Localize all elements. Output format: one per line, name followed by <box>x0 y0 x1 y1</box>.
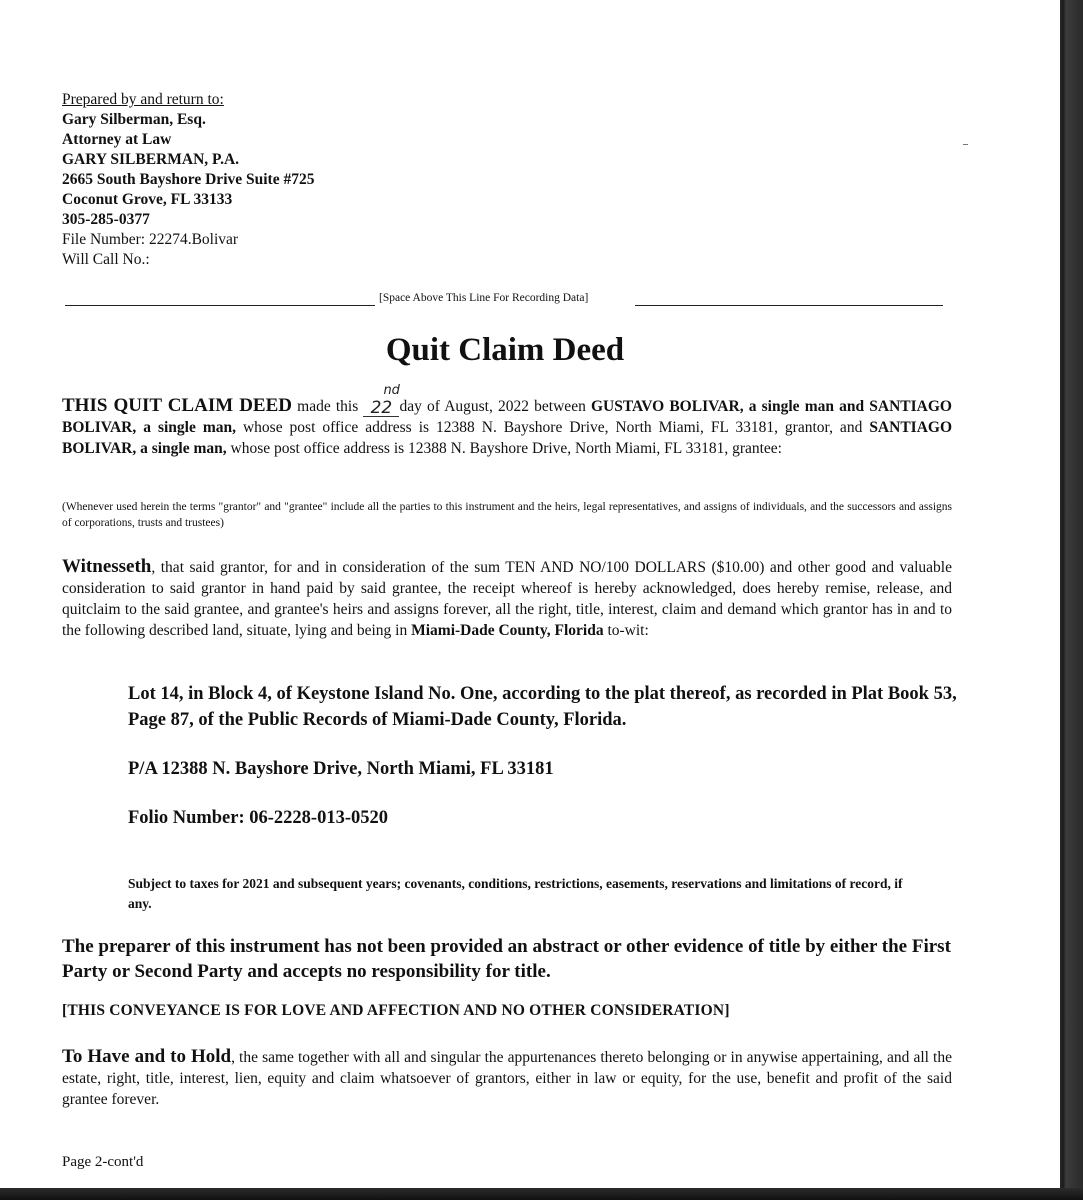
witnesseth-tail: to-wit: <box>603 622 649 639</box>
attorney-role: Attorney at Law <box>62 131 172 148</box>
grantor-address: whose post office address is 12388 N. Bayshore Drive, North Miami, FL 33181, grantor, and <box>235 419 870 436</box>
witnesseth-lead: Witnesseth <box>62 556 152 577</box>
document-title: Quit Claim Deed <box>385 332 625 368</box>
scan-border-right <box>1060 0 1083 1200</box>
legal-description: Lot 14, in Block 4, of Keystone Island No. One, according to the plat thereof, as recorded in Plat Book 53, Page 87, of the Public Records of Miami-Dade County, Florida. <box>128 684 957 730</box>
preparer-block <box>62 90 314 270</box>
firm-name: GARY SILBERMAN, P.A. <box>62 151 240 168</box>
habendum-lead: To Have and to Hold <box>62 1046 232 1067</box>
definitions-note: (Whenever used herein the terms "grantor" and "grantee" include all the parties to this instrument and the heirs, legal representatives, and assigns of individuals, and the successors and assigns of corporations, trusts and trustees) <box>62 501 952 529</box>
firm-address-line2: Coconut Grove, FL 33133 <box>62 191 233 208</box>
intro-paragraph <box>62 383 952 459</box>
handwritten-day-suffix: nd <box>383 383 400 398</box>
habendum-body: , the same together with all and singular the appurtenances thereto belonging or in anywise appertaining, and all the estate, right, title, interest, lien, equity and claim whatsoever of grantors, either in law or equity, for the use, benefit and profit of the said grantee forever. <box>62 1049 952 1108</box>
witnesseth-paragraph <box>62 556 952 641</box>
conveyance-statement: [THIS CONVEYANCE IS FOR LOVE AND AFFECTION AND NO OTHER CONSIDERATION] <box>62 1002 730 1019</box>
grantee-name: SANTIAGO BOLIVAR, a single man, <box>62 419 952 457</box>
habendum-paragraph <box>62 1046 952 1110</box>
will-call-number: Will Call No.: <box>62 251 150 268</box>
recording-rule-left <box>65 305 375 306</box>
recording-rule-right <box>635 305 943 306</box>
subject-to-clause: Subject to taxes for 2021 and subsequent years; covenants, conditions, restrictions, easements, reservations and limitations of record, if any. <box>128 876 903 911</box>
county-name: Miami-Dade County, Florida <box>411 622 604 639</box>
intro-made-this: made this <box>291 398 364 415</box>
prepared-by-label: Prepared by and return to: <box>62 91 224 108</box>
grantee-address: whose post office address is 12388 N. Bayshore Drive, North Miami, FL 33181, grantee: <box>226 440 782 457</box>
attorney-name: Gary Silberman, Esq. <box>62 111 206 128</box>
intro-lead: THIS QUIT CLAIM DEED <box>62 395 292 416</box>
preparer-disclaimer: The preparer of this instrument has not been provided an abstract or other evidence of title by either the First Party or Second Party and accepts no responsibility for title. <box>62 936 951 982</box>
scan-border-bottom <box>0 1188 1083 1200</box>
firm-phone: 305-285-0377 <box>62 211 150 228</box>
folio-number: Folio Number: 06-2228-013-0520 <box>128 808 388 828</box>
grantor-names: GUSTAVO BOLIVAR, a single man and SANTIAGO BOLIVAR, a single man, <box>62 398 952 436</box>
firm-address-line1: 2665 South Bayshore Drive Suite #725 <box>62 171 315 188</box>
file-number: File Number: 22274.Bolivar <box>62 231 239 248</box>
intro-date: day of August, 2022 between <box>399 398 591 415</box>
witnesseth-body: , that said grantor, for and in consideration of the sum TEN AND NO/100 DOLLARS ($10.00) and other good and valuable consideration to said grantor in hand paid by said grantee, the receipt whereof is hereby acknowledged, does hereby remise, release, and quitclaim to the said grantee, and grantee's heirs and assigns forever, all the right, title, interest, claim and demand which grantor has in and to the following described land, situate, lying and being in <box>62 559 952 639</box>
recording-data-label: [Space Above This Line For Recording Data] <box>379 292 589 304</box>
page-footer: Page 2-cont'd <box>62 1154 144 1170</box>
property-address: P/A 12388 N. Bayshore Drive, North Miami, FL 33181 <box>128 759 554 779</box>
handwritten-day: 22 nd <box>363 398 399 417</box>
scan-mark <box>963 144 968 145</box>
